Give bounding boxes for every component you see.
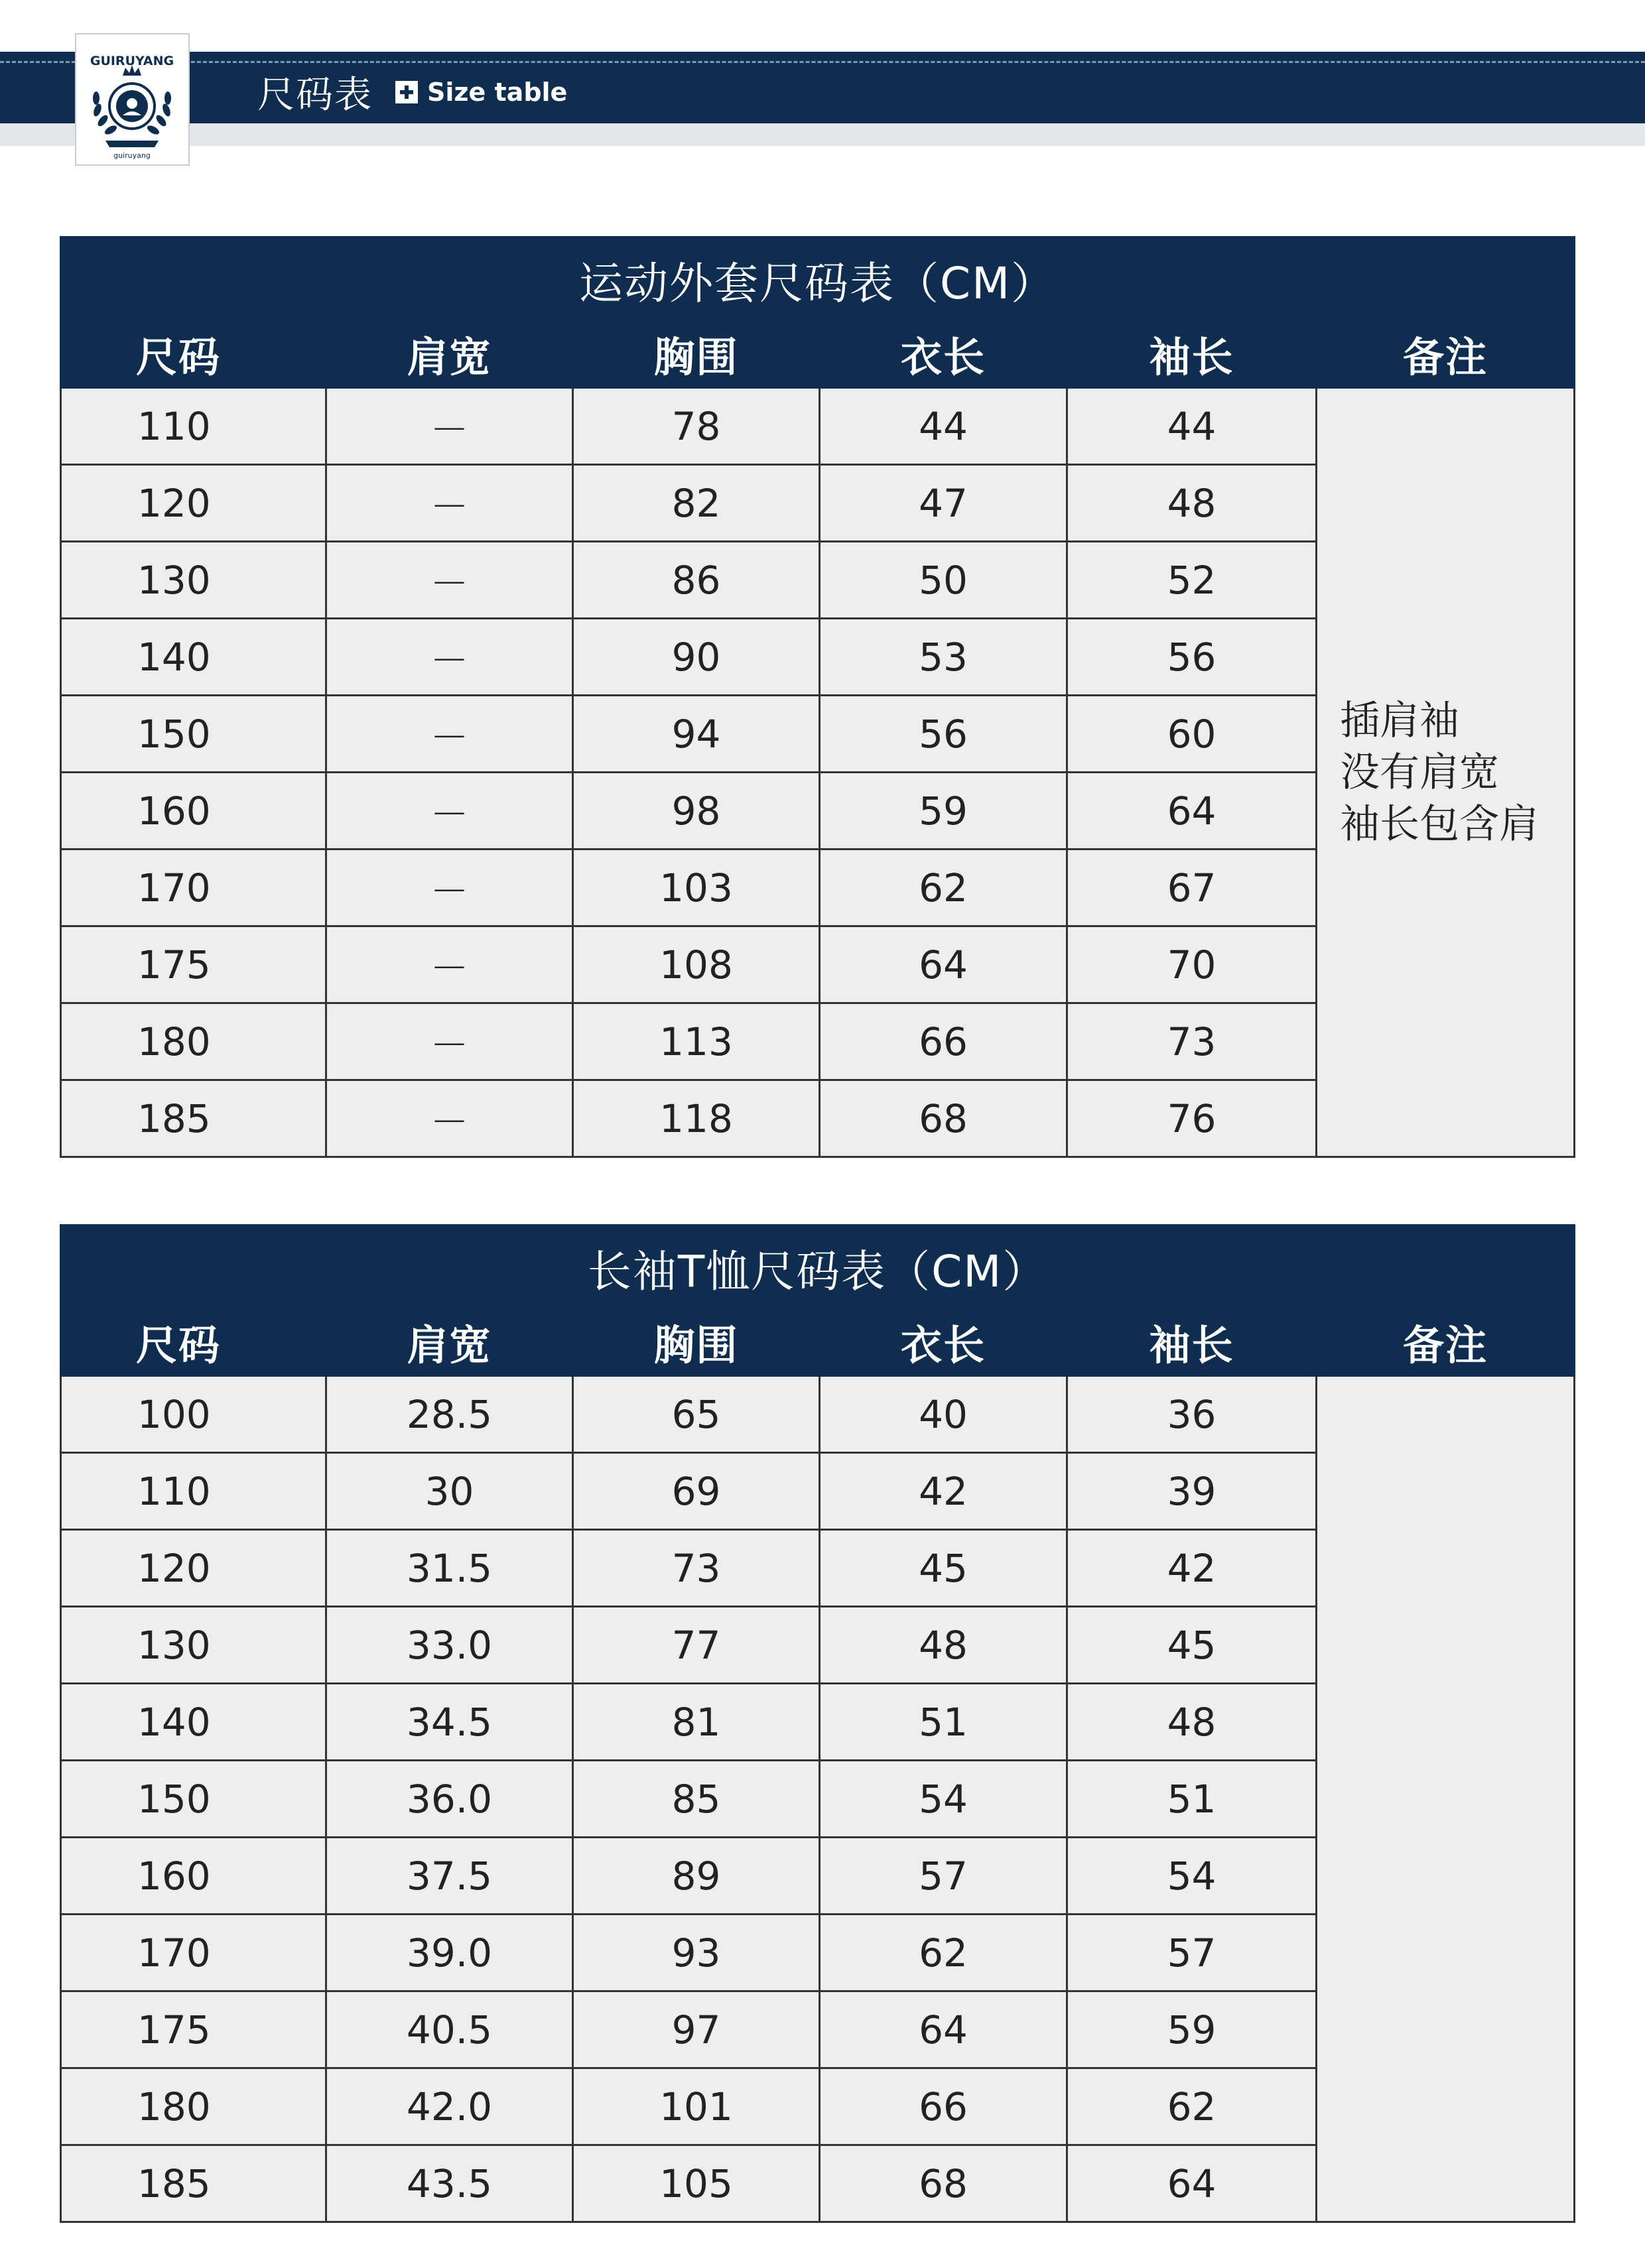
measurement-cell: 64 [820, 926, 1067, 1003]
measurement-cell: 59 [820, 773, 1067, 850]
measurement-cell: － [326, 388, 573, 465]
measurement-cell: 30 [326, 1453, 573, 1530]
measurement-cell: 68 [820, 1080, 1067, 1157]
column-header: 衣长 [820, 1308, 1067, 1376]
size-cell: 130 [61, 1607, 326, 1684]
table-row [61, 388, 1575, 465]
measurement-cell: 86 [573, 542, 820, 619]
measurement-cell: 45 [1067, 1607, 1317, 1684]
measurement-cell: － [326, 850, 573, 926]
measurement-cell: － [326, 465, 573, 542]
measurement-cell: 69 [573, 1453, 820, 1530]
measurement-cell: 64 [1067, 773, 1317, 850]
measurement-cell: 70 [1067, 926, 1317, 1003]
logo-subtext: guiruyang [113, 151, 151, 160]
column-header: 肩宽 [326, 320, 573, 388]
measurement-cell: 39.0 [326, 1915, 573, 1991]
measurement-cell: 105 [573, 2145, 820, 2222]
measurement-cell: 73 [573, 1530, 820, 1607]
size-cell: 185 [61, 2145, 326, 2222]
measurement-cell: 64 [820, 1991, 1067, 2068]
measurement-cell: － [326, 926, 573, 1003]
measurement-cell: 118 [573, 1080, 820, 1157]
measurement-cell: 36 [1067, 1376, 1317, 1453]
measurement-cell: － [326, 619, 573, 696]
measurement-cell: 57 [820, 1838, 1067, 1915]
measurement-cell: － [326, 696, 573, 773]
measurement-cell: 108 [573, 926, 820, 1003]
measurement-cell: 78 [573, 388, 820, 465]
measurement-cell: 73 [1067, 1003, 1317, 1080]
measurement-cell: 81 [573, 1684, 820, 1761]
measurement-cell: 44 [1067, 388, 1317, 465]
measurement-cell: 45 [820, 1530, 1067, 1607]
measurement-cell: 47 [820, 465, 1067, 542]
measurement-cell: 62 [820, 1915, 1067, 1991]
column-header: 袖长 [1067, 1308, 1317, 1376]
measurement-cell: 77 [573, 1607, 820, 1684]
measurement-cell: 103 [573, 850, 820, 926]
measurement-cell: 42.0 [326, 2068, 573, 2145]
size-cell: 100 [61, 1376, 326, 1453]
measurement-cell: 85 [573, 1761, 820, 1838]
measurement-cell: 62 [1067, 2068, 1317, 2145]
measurement-cell: 31.5 [326, 1530, 573, 1607]
measurement-cell: 94 [573, 696, 820, 773]
plus-icon [395, 81, 418, 103]
measurement-cell: 57 [1067, 1915, 1317, 1991]
size-cell: 120 [61, 465, 326, 542]
measurement-cell: － [326, 542, 573, 619]
size-cell: 180 [61, 1003, 326, 1080]
measurement-cell: 48 [1067, 465, 1317, 542]
measurement-cell: 44 [820, 388, 1067, 465]
measurement-cell: － [326, 773, 573, 850]
size-cell: 130 [61, 542, 326, 619]
measurement-cell: 66 [820, 2068, 1067, 2145]
size-cell: 180 [61, 2068, 326, 2145]
measurement-cell: 97 [573, 1991, 820, 2068]
measurement-cell: 40.5 [326, 1991, 573, 2068]
measurement-cell: 39 [1067, 1453, 1317, 1530]
measurement-cell: 36.0 [326, 1761, 573, 1838]
measurement-cell: 42 [820, 1453, 1067, 1530]
measurement-cell: 50 [820, 542, 1067, 619]
measurement-cell: 76 [1067, 1080, 1317, 1157]
size-cell: 170 [61, 1915, 326, 1991]
page-subtitle: Size table [427, 78, 568, 107]
measurement-cell: 28.5 [326, 1376, 573, 1453]
measurement-cell: 101 [573, 2068, 820, 2145]
measurement-cell: 59 [1067, 1991, 1317, 2068]
measurement-cell: 43.5 [326, 2145, 573, 2222]
measurement-cell: 53 [820, 619, 1067, 696]
measurement-cell: 113 [573, 1003, 820, 1080]
column-header: 备注 [1317, 320, 1575, 388]
size-cell: 160 [61, 1838, 326, 1915]
column-header: 尺码 [61, 1308, 326, 1376]
measurement-cell: 65 [573, 1376, 820, 1453]
measurement-cell: － [326, 1003, 573, 1080]
measurement-cell: 93 [573, 1915, 820, 1991]
measurement-cell: 56 [1067, 619, 1317, 696]
table-title: 运动外套尺码表（CM） [61, 237, 1575, 321]
size-table-tshirt [60, 1224, 1575, 2223]
measurement-cell: 90 [573, 619, 820, 696]
banner-title [257, 69, 567, 115]
table-row [61, 1376, 1575, 1453]
size-cell: 140 [61, 1684, 326, 1761]
logo-brand-text: GUIRUYANG [90, 54, 174, 68]
measurement-cell: 56 [820, 696, 1067, 773]
banner-dashed-line [0, 61, 1645, 63]
column-header: 胸围 [573, 1308, 820, 1376]
measurement-cell: 51 [820, 1684, 1067, 1761]
measurement-cell: 51 [1067, 1761, 1317, 1838]
measurement-cell: 60 [1067, 696, 1317, 773]
measurement-cell: 40 [820, 1376, 1067, 1453]
remarks-cell: 插肩袖 没有肩宽 袖长包含肩 [1317, 388, 1575, 1157]
size-cell: 175 [61, 926, 326, 1003]
size-cell: 110 [61, 388, 326, 465]
measurement-cell: 89 [573, 1838, 820, 1915]
measurement-cell: 42 [1067, 1530, 1317, 1607]
measurement-cell: 64 [1067, 2145, 1317, 2222]
measurement-cell: 34.5 [326, 1684, 573, 1761]
size-cell: 185 [61, 1080, 326, 1157]
column-header: 肩宽 [326, 1308, 573, 1376]
measurement-cell: 54 [820, 1761, 1067, 1838]
brand-logo [75, 33, 190, 166]
page-title: 尺码表 [257, 74, 373, 117]
size-cell: 150 [61, 696, 326, 773]
size-table-jacket [60, 236, 1575, 1158]
measurement-cell: 33.0 [326, 1607, 573, 1684]
measurement-cell: 48 [1067, 1684, 1317, 1761]
column-header: 衣长 [820, 320, 1067, 388]
column-header: 备注 [1317, 1308, 1575, 1376]
measurement-cell: 37.5 [326, 1838, 573, 1915]
measurement-cell: 98 [573, 773, 820, 850]
column-header: 袖长 [1067, 320, 1317, 388]
column-header: 胸围 [573, 320, 820, 388]
measurement-cell: 67 [1067, 850, 1317, 926]
measurement-cell: 48 [820, 1607, 1067, 1684]
measurement-cell: 52 [1067, 542, 1317, 619]
measurement-cell: － [326, 1080, 573, 1157]
measurement-cell: 66 [820, 1003, 1067, 1080]
measurement-cell: 62 [820, 850, 1067, 926]
crest-icon [76, 34, 188, 164]
measurement-cell: 54 [1067, 1838, 1317, 1915]
table-title: 长袖T恤尺码表（CM） [61, 1226, 1575, 1309]
size-cell: 160 [61, 773, 326, 850]
size-cell: 175 [61, 1991, 326, 2068]
remarks-cell [1317, 1376, 1575, 2222]
size-cell: 140 [61, 619, 326, 696]
size-cell: 170 [61, 850, 326, 926]
size-cell: 150 [61, 1761, 326, 1838]
measurement-cell: 68 [820, 2145, 1067, 2222]
size-cell: 120 [61, 1530, 326, 1607]
measurement-cell: 82 [573, 465, 820, 542]
column-header: 尺码 [61, 320, 326, 388]
size-cell: 110 [61, 1453, 326, 1530]
